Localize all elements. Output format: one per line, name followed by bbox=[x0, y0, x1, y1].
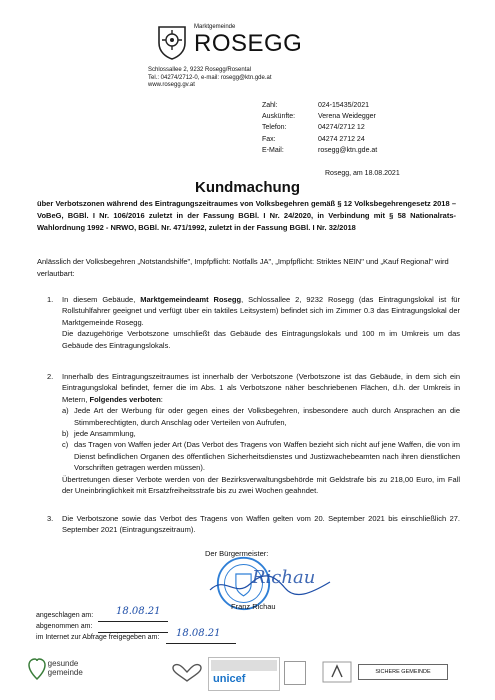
address-block bbox=[148, 67, 272, 90]
unicef-text: unicef bbox=[213, 673, 246, 685]
signature-label: Der Bürgermeister: bbox=[205, 549, 269, 558]
address-line: Schlossallee 2, 9232 Rosegg/Rosental bbox=[148, 67, 252, 73]
item-extra: Die dazugehörige Verbotszone umschließt das Gebäude des Eintragungslokals und 100 m im Umkreis um das Gebäude des Eintragungslokals. bbox=[62, 329, 460, 350]
item-text bbox=[62, 513, 460, 536]
contact-value: Verena Weidegger bbox=[318, 113, 376, 121]
contact-value: rosegg@ktn.gde.at bbox=[318, 146, 378, 154]
contact-row bbox=[262, 134, 377, 145]
unicef-logo bbox=[208, 657, 280, 691]
note-row bbox=[36, 606, 161, 623]
list-item bbox=[37, 513, 460, 539]
heart-infinity-icon bbox=[170, 663, 204, 683]
contact-key: Zahl: bbox=[262, 102, 278, 109]
gemeinde-text: gemeinde bbox=[47, 668, 83, 677]
item-text bbox=[62, 371, 460, 496]
list-item bbox=[37, 294, 460, 354]
signature-handwriting: Richau bbox=[252, 567, 316, 588]
contact-block bbox=[262, 100, 377, 156]
sub-item bbox=[62, 439, 460, 473]
note-line bbox=[166, 643, 236, 644]
contact-value: 024-15435/2021 bbox=[318, 102, 369, 109]
contact-key: Telefon: bbox=[262, 124, 287, 132]
item-text-bold: Folgendes verboten bbox=[89, 394, 161, 404]
sichere-gemeinde-logo bbox=[358, 664, 448, 680]
sub-item-text: das Tragen von Waffen jeder Art (Das Verbot des Tragens von Waffen bezieht sich nicht auf jene Waffen, die von im Dienst befindlichen Organen des öffentlichen Sicherheitsdienstes und Justizwachebeamten nach ihren dienstlichen Vorschriften getragen werden müssen). bbox=[74, 440, 460, 473]
item-number: 1. bbox=[47, 295, 54, 304]
footer-logos bbox=[28, 655, 468, 693]
item-text-pre: Innerhalb des Eintragungszeitraumes ist innerhalb der Verbotszone (Verbotszone ist das Gebäude, in dem sich ein Eintragungslokal befindet, ferner die im Abs. 1 als Verbotszone näher beschriebenen Flächen, d.h. der Umkreis in Metern, bbox=[62, 372, 460, 404]
list-item bbox=[37, 371, 460, 506]
note-line bbox=[98, 632, 168, 633]
contact-row bbox=[262, 122, 377, 133]
contact-value: 04274/2712 12 bbox=[318, 124, 365, 132]
sub-item-letter: a) bbox=[62, 406, 69, 416]
gesunde-gemeinde-logo bbox=[28, 655, 83, 681]
contact-row bbox=[262, 111, 377, 122]
family-audit-logo bbox=[284, 661, 306, 685]
audit-mark-icon bbox=[322, 661, 352, 683]
intro-paragraph: Anlässlich der Volksbegehren „Notstandshilfe", Impfpflicht: Notfalls JA", „Impfpflicht: Striktes NEIN" und „Kauf Regional" wird verlautbart: bbox=[37, 257, 449, 278]
unicef-header-bar bbox=[211, 660, 277, 671]
item-text bbox=[62, 294, 460, 351]
note-label: im Internet zur Abfrage freigegeben am: bbox=[36, 634, 160, 641]
contact-row bbox=[262, 100, 377, 111]
contact-key: E-Mail: bbox=[262, 146, 284, 154]
item-extra: Übertretungen dieser Verbote werden von der Bezirksverwaltungsbehörde mit Geldstrafe bis zu 218,00 Euro, im Fall der Uneinbringlichkeit mit Ersatzfreiheitsstrafe bis zu zwei Wochen geahndet. bbox=[62, 474, 460, 496]
posting-notes bbox=[36, 606, 221, 645]
address-line: Tel.: 04274/2712-0, e-mail: rosegg@ktn.gde.at bbox=[148, 74, 272, 81]
item-number: 2. bbox=[47, 372, 54, 381]
signature-scribble bbox=[205, 570, 335, 600]
letterhead bbox=[156, 24, 356, 64]
note-handwritten-date: 18.08.21 bbox=[116, 606, 161, 617]
sub-item-text: Jede Art der Werbung für oder gegen eines der Volksbegehren, insbesondere auch durch Ansprachen an die Stimmberechtigten, durch Anschlag oder Verteilen von Aufrufen, bbox=[74, 406, 460, 427]
coat-of-arms-icon bbox=[156, 24, 188, 60]
sub-item-letter: b) bbox=[62, 429, 69, 439]
item-text-post: , Schlossallee 2, 9232 Rosegg (das Eintragungslokal ist für Rollstuhlfahrer geeignet und verfügt über ein taktiles Leitsystem) befindet sich im Zimmer 0.3 das Eintragungslokal der Marktgemeinde Rosegg. bbox=[62, 295, 460, 327]
note-line bbox=[98, 621, 168, 622]
sub-item-letter: c) bbox=[62, 440, 69, 450]
heart-person-icon bbox=[28, 655, 46, 681]
item-text-bold: Marktgemeindeamt Rosegg bbox=[140, 295, 242, 304]
sub-item-text: jede Ansammlung, bbox=[74, 429, 136, 439]
item-number: 3. bbox=[47, 514, 54, 523]
note-label: angeschlagen am: bbox=[36, 612, 94, 619]
address-line: www.rosegg.gv.at bbox=[148, 82, 195, 88]
item-text-pre: Die Verbotszone sowie das Verbot des Tragens von Waffen gelten vom 20. September 2021 bis einschließlich 27. September 2021 (Eintragungszeitraum). bbox=[62, 514, 460, 535]
contact-key: Auskünfte: bbox=[262, 113, 296, 121]
municipality-label: Marktgemeinde bbox=[194, 24, 236, 30]
sichere-gemeinde-text: SICHERE GEMEINDE bbox=[375, 669, 431, 675]
contact-value: 04274 2712 24 bbox=[318, 135, 365, 143]
note-row bbox=[36, 628, 221, 645]
document-subtitle: über Verbotszonen während des Eintragungszeitraumes von Volksbegehren gemäß § 12 Volksbegehrengesetz 2018 – VoBeG, BGBl. I Nr. 106/2016 zuletzt in der Fassung BGBl. I Nr. 24/2020, in Verbindung mit § 58 Nationalrats-Wahlordnung 1992 - NRWO, BGBl. Nr. 471/1992, zuletzt in der Fassung BGBl. I Nr. 32/2018 bbox=[37, 199, 456, 232]
audit-logo bbox=[322, 661, 352, 683]
municipality-name: ROSEGG bbox=[194, 30, 303, 57]
sub-item bbox=[62, 405, 460, 428]
contact-row bbox=[262, 145, 377, 156]
gesunde-text: gesunde bbox=[47, 659, 79, 668]
contact-key: Fax: bbox=[262, 135, 276, 143]
item-text-post: : bbox=[160, 394, 163, 404]
mayor-name: Franz Richau bbox=[231, 602, 276, 611]
note-row bbox=[36, 623, 159, 634]
date-line: Rosegg, am 18.08.2021 bbox=[325, 170, 400, 177]
document-title: Kundmachung bbox=[195, 179, 300, 196]
sub-item bbox=[62, 428, 460, 439]
note-label: abgenommen am: bbox=[36, 623, 93, 630]
item-text-pre: In diesem Gebäude, bbox=[62, 295, 141, 304]
note-handwritten-date: 18.08.21 bbox=[176, 628, 221, 639]
